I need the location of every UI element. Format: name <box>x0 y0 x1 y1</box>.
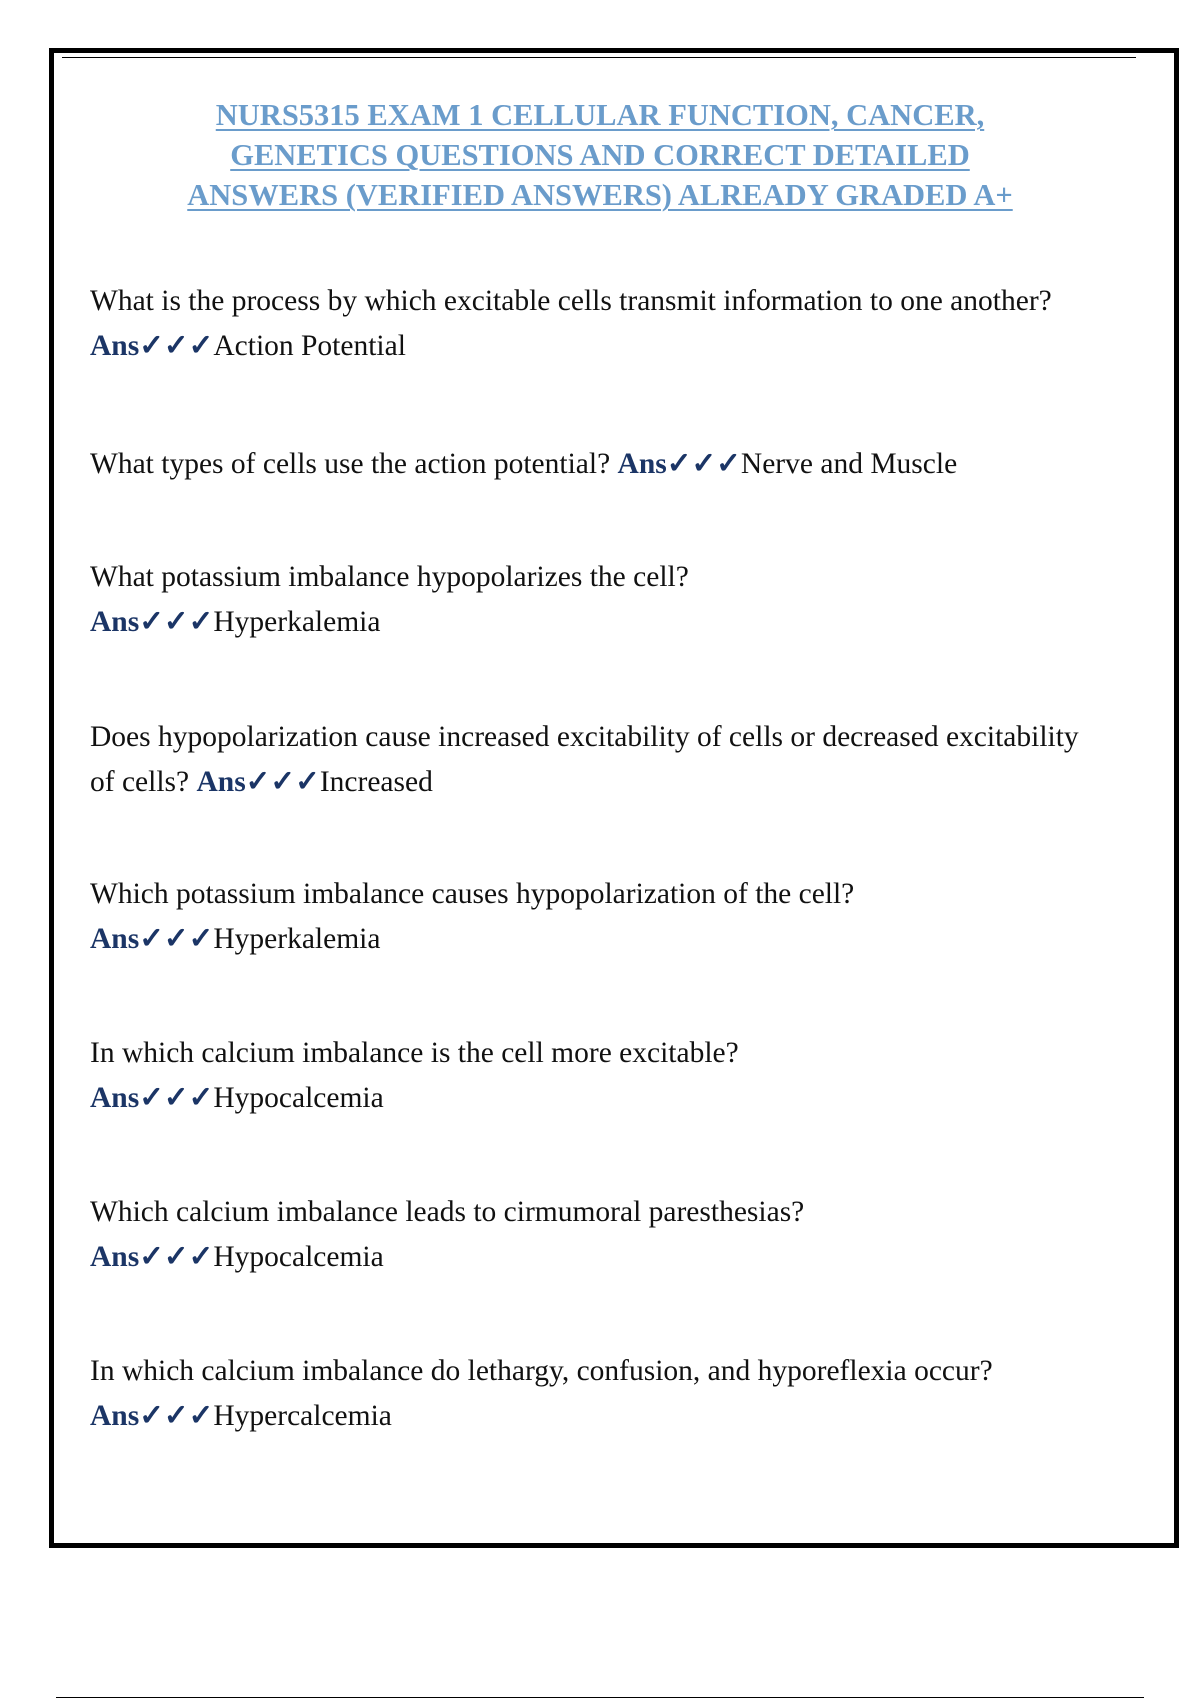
answer-marker: Ans✓✓✓ <box>90 1082 214 1114</box>
answer-text: Hyperkalemia <box>213 606 381 638</box>
answer-text: Nerve and Muscle <box>740 448 958 480</box>
qa-item-1 <box>90 279 1080 369</box>
qa-item-8 <box>90 1349 1080 1439</box>
question-text: Which calcium imbalance leads to cirmumoral paresthesias? <box>90 1196 805 1228</box>
answer-marker: Ans✓✓✓ <box>90 330 214 362</box>
question-text: In which calcium imbalance is the cell more excitable? <box>90 1037 739 1069</box>
answer-marker: Ans✓✓✓ <box>617 448 741 480</box>
answer-marker: Ans✓✓✓ <box>90 923 214 955</box>
qa-item-3 <box>90 555 1080 645</box>
answer-marker: Ans✓✓✓ <box>90 606 214 638</box>
answer-text: Increased <box>319 766 433 798</box>
question-text: What types of cells use the action potential? <box>90 448 611 480</box>
qa-item-7 <box>90 1190 1080 1280</box>
question-text: What is the process by which excitable cells transmit information to one another? <box>90 285 1052 317</box>
document-title <box>60 95 1140 215</box>
answer-marker: Ans✓✓✓ <box>196 766 320 798</box>
title-line-3: ANSWERS (VERIFIED ANSWERS) ALREADY GRADED A+ <box>187 178 1013 212</box>
qa-item-5 <box>90 872 1080 962</box>
bottom-rule <box>56 1697 1144 1698</box>
title-line-2: GENETICS QUESTIONS AND CORRECT DETAILED <box>230 138 970 172</box>
top-rule <box>62 57 1136 58</box>
qa-item-2 <box>90 442 1080 487</box>
answer-marker: Ans✓✓✓ <box>90 1241 214 1273</box>
question-text: Which potassium imbalance causes hypopolarization of the cell? <box>90 878 855 910</box>
answer-text: Action Potential <box>213 330 406 362</box>
question-text: Does hypopolarization cause increased excitability of cells or decreased excitability of cells? <box>90 721 1079 798</box>
qa-item-4 <box>90 715 1080 805</box>
question-text: In which calcium imbalance do lethargy, confusion, and hyporeflexia occur? <box>90 1355 993 1387</box>
answer-text: Hyperkalemia <box>213 923 381 955</box>
answer-marker: Ans✓✓✓ <box>90 1400 214 1432</box>
answer-text: Hypocalcemia <box>213 1241 384 1273</box>
answer-text: Hypocalcemia <box>213 1082 384 1114</box>
title-line-1: NURS5315 EXAM 1 CELLULAR FUNCTION, CANCER, <box>215 98 985 132</box>
question-text: What potassium imbalance hypopolarizes the cell? <box>90 561 689 593</box>
qa-item-6 <box>90 1031 1080 1121</box>
answer-text: Hypercalcemia <box>213 1400 392 1432</box>
